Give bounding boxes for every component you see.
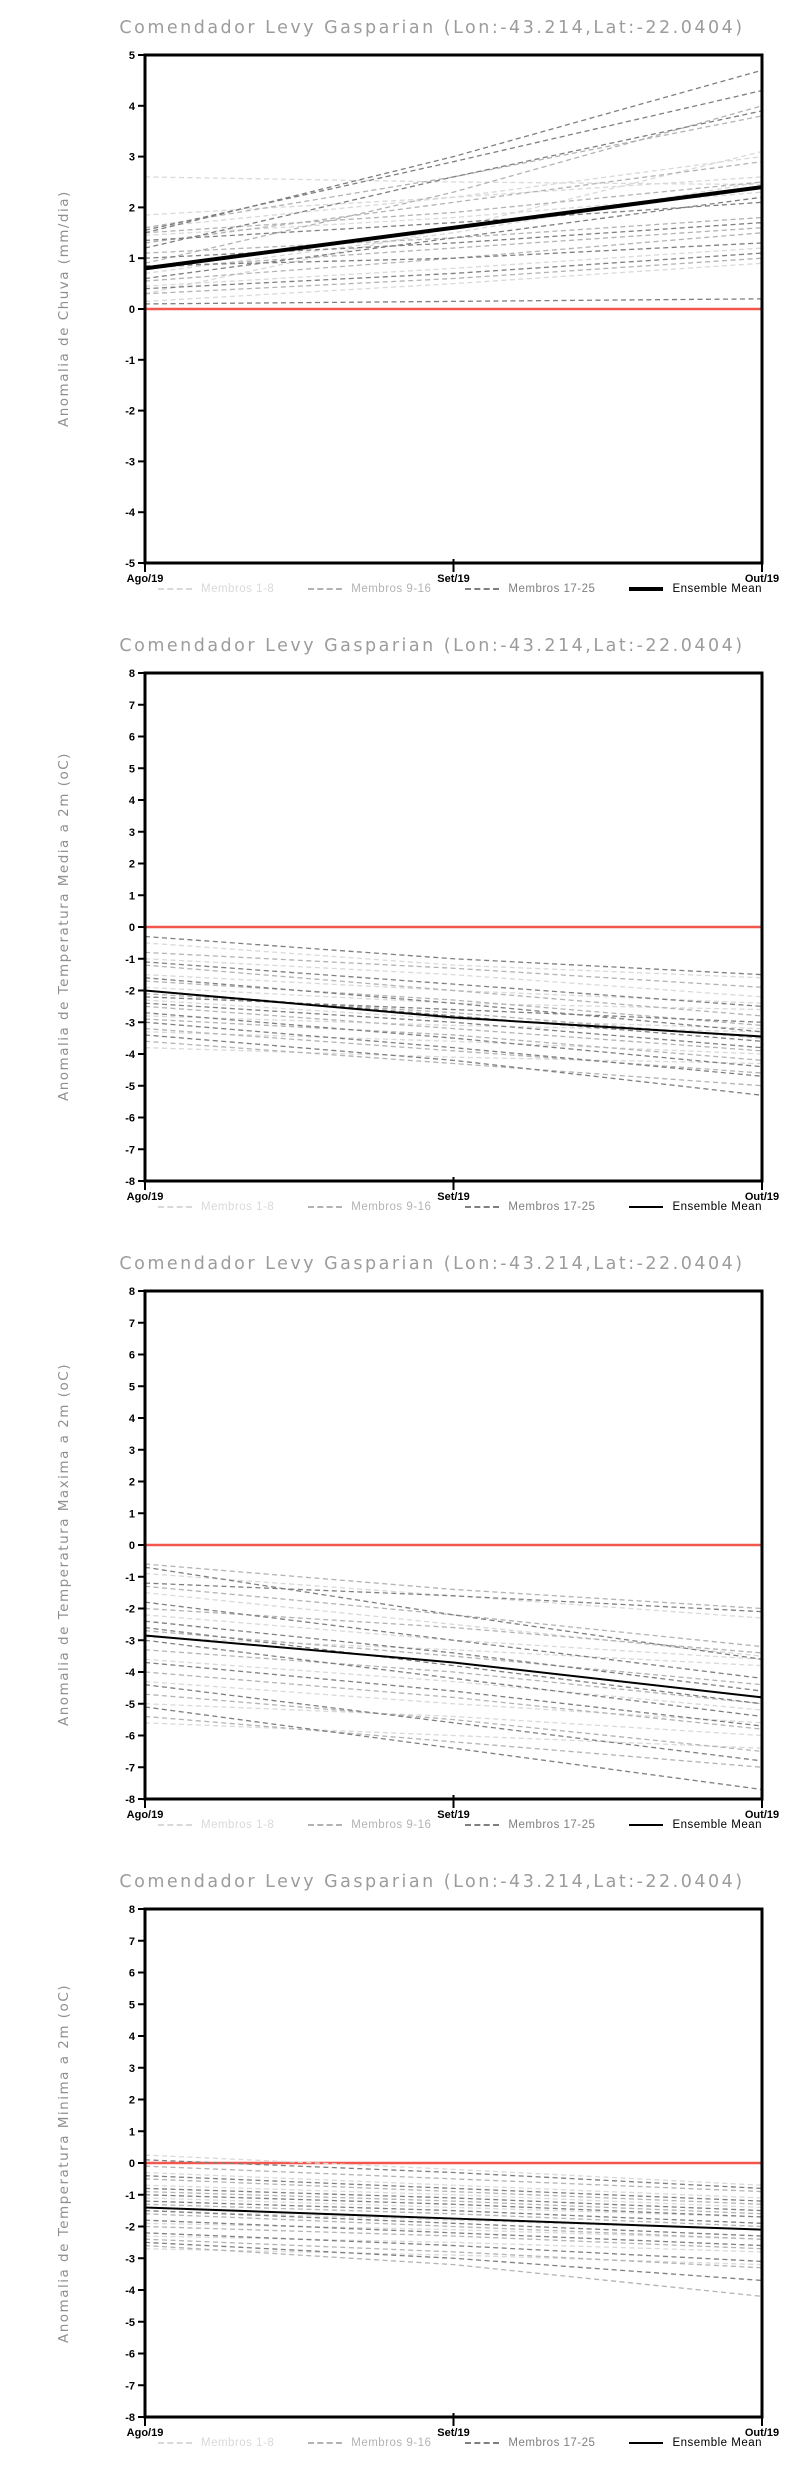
dashed-line-icon: [308, 1824, 342, 1826]
svg-text:6: 6: [128, 1967, 135, 1980]
svg-text:-3: -3: [125, 456, 135, 469]
legend-item-membros-9-16: [308, 583, 431, 595]
legend-item-membros-9-16: [308, 1819, 431, 1831]
dashed-line-icon: [158, 588, 192, 590]
legend-item-ensemble-mean: [629, 1201, 762, 1213]
legend-item-membros-17-25: [465, 583, 595, 595]
svg-text:Out/19: Out/19: [744, 2427, 780, 2439]
legend-item-membros-17-25: [465, 2437, 595, 2449]
svg-text:Out/19: Out/19: [744, 573, 780, 585]
svg-text:-5: -5: [125, 1698, 135, 1711]
svg-text:Out/19: Out/19: [744, 1191, 780, 1203]
chart-title: Comendador Levy Gasparian (Lon:-43.214,Lat:-22.0404): [119, 636, 745, 656]
dashed-line-icon: [158, 2442, 192, 2444]
svg-text:4: 4: [128, 2031, 135, 2043]
svg-text:-3: -3: [125, 2253, 135, 2266]
dashed-line-icon: [465, 588, 499, 590]
svg-text:-4: -4: [125, 507, 135, 520]
y-axis-label: Anomalia de Chuva (mm/dia): [56, 190, 72, 428]
legend-item-membros-17-25: [465, 1819, 595, 1831]
svg-text:-4: -4: [125, 1049, 135, 1061]
svg-text:-8: -8: [125, 2412, 135, 2424]
svg-text:-8: -8: [125, 1794, 135, 1806]
svg-text:Ago/19: Ago/19: [126, 2427, 164, 2439]
svg-text:7: 7: [128, 1935, 135, 1948]
svg-text:-6: -6: [125, 1112, 135, 1125]
y-axis-label: Anomalia de Temperatura Minima a 2m (oC): [56, 1983, 72, 2343]
dashed-line-icon: [158, 1206, 192, 1208]
svg-text:5: 5: [128, 1381, 135, 1394]
legend-label: Membros 17-25: [508, 583, 596, 595]
legend-label: Membros 9-16: [351, 583, 432, 595]
svg-text:Out/19: Out/19: [744, 1809, 780, 1821]
svg-text:2: 2: [128, 2094, 135, 2107]
legend-item-membros-9-16: [308, 1201, 431, 1213]
legend-item-membros-1-8: [158, 2437, 274, 2449]
svg-text:-2: -2: [125, 405, 135, 418]
dashed-line-icon: [465, 1824, 499, 1826]
svg-text:-8: -8: [125, 1176, 135, 1188]
svg-text:-1: -1: [125, 953, 135, 966]
svg-text:-1: -1: [125, 354, 135, 367]
legend-label: Membros 1-8: [201, 583, 275, 595]
svg-text:7: 7: [128, 1317, 135, 1330]
legend-label: Ensemble Mean: [672, 583, 763, 595]
legend-label: Membros 1-8: [201, 1201, 275, 1213]
svg-text:-2: -2: [125, 985, 135, 998]
svg-text:8: 8: [128, 1286, 135, 1298]
chart-anomalia-temperatura-media: [0, 618, 800, 1236]
svg-text:3: 3: [128, 2062, 135, 2075]
svg-text:3: 3: [128, 826, 135, 839]
svg-text:-2: -2: [125, 2221, 135, 2234]
plot-area: [0, 1236, 800, 1854]
legend-label: Membros 17-25: [508, 2437, 596, 2449]
chart-anomalia-chuva: [0, 0, 800, 618]
svg-text:Ago/19: Ago/19: [126, 1809, 164, 1821]
legend-label: Membros 1-8: [201, 2437, 275, 2449]
svg-text:-5: -5: [125, 2316, 135, 2329]
svg-text:0: 0: [128, 922, 135, 934]
svg-text:Set/19: Set/19: [437, 1191, 470, 1203]
chart-title: Comendador Levy Gasparian (Lon:-43.214,Lat:-22.0404): [119, 1254, 745, 1274]
plot-area: [0, 618, 800, 1236]
legend-item-membros-9-16: [308, 2437, 431, 2449]
svg-text:-1: -1: [125, 2189, 135, 2202]
solid-line-icon: [629, 587, 663, 591]
dashed-line-icon: [308, 1206, 342, 1208]
chart-title: Comendador Levy Gasparian (Lon:-43.214,Lat:-22.0404): [119, 1872, 745, 1892]
svg-text:-5: -5: [125, 1080, 135, 1093]
svg-text:0: 0: [128, 2158, 135, 2170]
legend-label: Membros 9-16: [351, 1819, 432, 1831]
svg-text:1: 1: [128, 1508, 135, 1521]
svg-text:0: 0: [128, 1540, 135, 1552]
svg-text:4: 4: [128, 795, 135, 807]
legend-label: Ensemble Mean: [672, 1201, 763, 1213]
plot-area: [0, 0, 800, 618]
legend: [158, 1819, 762, 1831]
svg-text:-6: -6: [125, 2348, 135, 2361]
solid-line-icon: [629, 1824, 663, 1826]
svg-text:-7: -7: [125, 2380, 135, 2393]
legend-label: Membros 17-25: [508, 1201, 596, 1213]
dashed-line-icon: [465, 1206, 499, 1208]
legend-item-membros-1-8: [158, 1201, 274, 1213]
svg-text:1: 1: [128, 2126, 135, 2139]
y-axis-label: Anomalia de Temperatura Media a 2m (oC): [56, 752, 72, 1102]
legend-label: Ensemble Mean: [672, 1819, 763, 1831]
dashed-line-icon: [308, 2442, 342, 2444]
legend-label: Membros 17-25: [508, 1819, 596, 1831]
svg-text:3: 3: [128, 1444, 135, 1457]
svg-text:6: 6: [128, 1349, 135, 1362]
svg-text:-7: -7: [125, 1144, 135, 1157]
legend-item-membros-17-25: [465, 1201, 595, 1213]
y-axis-label: Anomalia de Temperatura Maxima a 2m (oC): [56, 1363, 72, 1727]
chart-anomalia-temperatura-minima: [0, 1854, 800, 2472]
svg-text:-3: -3: [125, 1017, 135, 1030]
legend-item-membros-1-8: [158, 583, 274, 595]
svg-text:8: 8: [128, 668, 135, 680]
svg-text:2: 2: [128, 858, 135, 871]
legend: [158, 2437, 762, 2449]
svg-text:1: 1: [128, 890, 135, 903]
svg-text:Set/19: Set/19: [437, 2427, 470, 2439]
solid-line-icon: [629, 2442, 663, 2444]
svg-text:5: 5: [128, 1999, 135, 2012]
dashed-line-icon: [308, 588, 342, 590]
svg-text:Ago/19: Ago/19: [126, 573, 164, 585]
svg-text:7: 7: [128, 699, 135, 712]
svg-text:4: 4: [128, 1413, 135, 1425]
svg-text:2: 2: [128, 1476, 135, 1489]
legend: [158, 1201, 762, 1213]
plot-area: [0, 1854, 800, 2472]
legend-item-ensemble-mean: [629, 1819, 762, 1831]
svg-text:6: 6: [128, 731, 135, 744]
legend-label: Membros 1-8: [201, 1819, 275, 1831]
svg-text:-4: -4: [125, 1667, 135, 1679]
svg-text:Ago/19: Ago/19: [126, 1191, 164, 1203]
dashed-line-icon: [465, 2442, 499, 2444]
svg-text:-5: -5: [125, 558, 135, 570]
svg-text:-4: -4: [125, 2285, 135, 2297]
svg-text:2: 2: [128, 202, 135, 215]
svg-text:1: 1: [128, 253, 135, 266]
legend-label: Membros 9-16: [351, 2437, 432, 2449]
svg-text:Set/19: Set/19: [437, 1809, 470, 1821]
svg-text:-6: -6: [125, 1730, 135, 1743]
svg-text:-1: -1: [125, 1571, 135, 1584]
chart-title: Comendador Levy Gasparian (Lon:-43.214,Lat:-22.0404): [119, 18, 745, 38]
legend-item-ensemble-mean: [629, 583, 762, 595]
legend-item-ensemble-mean: [629, 2437, 762, 2449]
svg-text:5: 5: [128, 763, 135, 776]
svg-text:8: 8: [128, 1904, 135, 1916]
svg-text:5: 5: [128, 50, 135, 62]
svg-text:3: 3: [128, 151, 135, 164]
svg-text:Set/19: Set/19: [437, 573, 470, 585]
legend: [158, 583, 762, 595]
legend-label: Membros 9-16: [351, 1201, 432, 1213]
chart-anomalia-temperatura-maxima: [0, 1236, 800, 1854]
svg-text:0: 0: [128, 304, 135, 316]
svg-text:-7: -7: [125, 1762, 135, 1775]
legend-item-membros-1-8: [158, 1819, 274, 1831]
svg-text:4: 4: [128, 100, 135, 113]
solid-line-icon: [629, 1206, 663, 1208]
svg-text:-3: -3: [125, 1635, 135, 1648]
svg-text:-2: -2: [125, 1603, 135, 1616]
legend-label: Ensemble Mean: [672, 2437, 763, 2449]
dashed-line-icon: [158, 1824, 192, 1826]
